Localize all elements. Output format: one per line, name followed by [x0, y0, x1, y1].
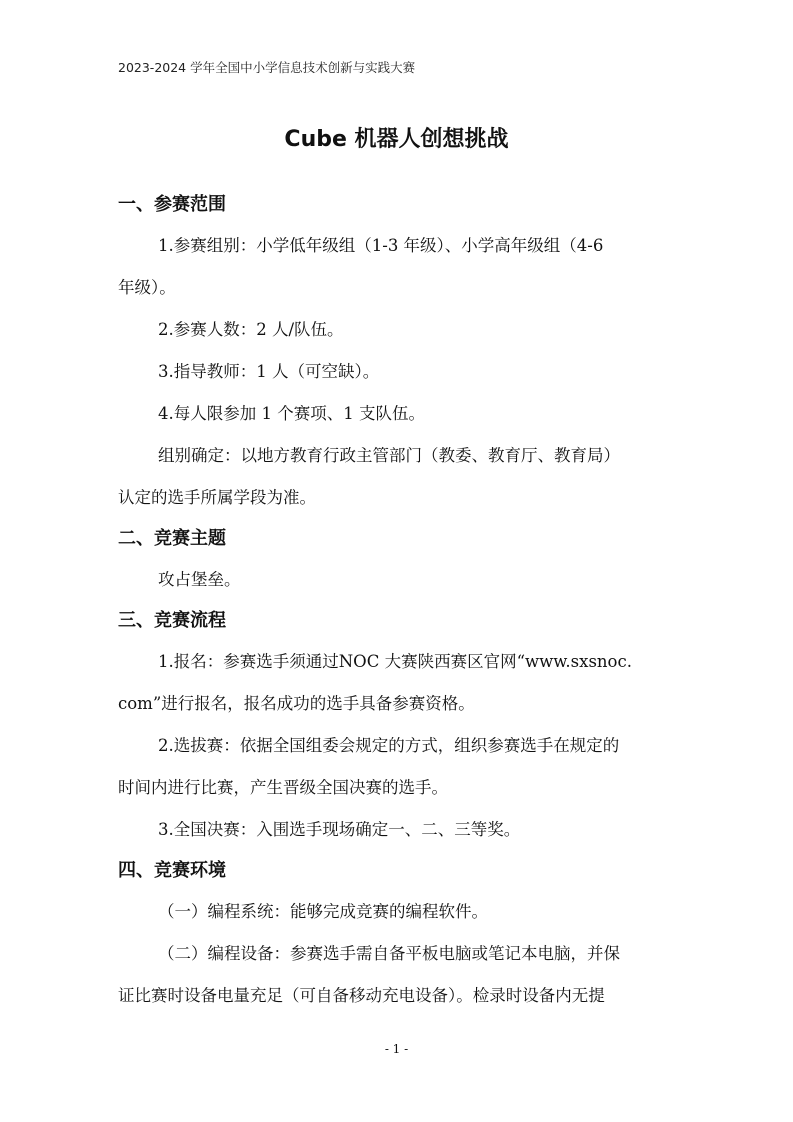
- section-heading-process: 三、竞赛流程: [118, 610, 226, 631]
- page-number: - 1 -: [384, 1042, 409, 1056]
- document-title: Cube 机器人创想挑战: [284, 127, 509, 152]
- paragraph-line: 时间内进行比赛，产生晋级全国决赛的选手。: [118, 778, 448, 797]
- paragraph-line: com”进行报名，报名成功的选手具备参赛资格。: [118, 694, 475, 713]
- paragraph-line: 1.参赛组别：小学低年级组（1-3 年级）、小学高年级组（4-6: [158, 236, 604, 255]
- paragraph-line: 2.选拔赛：依据全国组委会规定的方式，组织参赛选手在规定的: [158, 736, 620, 755]
- paragraph-line: 认定的选手所属学段为准。: [118, 488, 316, 507]
- paragraph-line: 3.全国决赛：入围选手现场确定一、二、三等奖。: [158, 820, 521, 839]
- section-heading-environment: 四、竞赛环境: [118, 860, 226, 881]
- paragraph-line: （二）编程设备：参赛选手需自备平板电脑或笔记本电脑，并保: [158, 944, 620, 963]
- paragraph-line: 攻占堡垒。: [158, 570, 241, 589]
- paragraph-line: 2.参赛人数：2 人/队伍。: [158, 320, 344, 339]
- paragraph-line: 1.报名：参赛选手须通过NOC 大赛陕西赛区官网“www.sxsnoc.: [158, 652, 632, 671]
- paragraph-line: 3.指导教师：1 人（可空缺）。: [158, 362, 380, 381]
- paragraph-line: 组别确定：以地方教育行政主管部门（教委、教育厅、教育局）: [158, 446, 620, 465]
- section-heading-theme: 二、竞赛主题: [118, 528, 226, 549]
- paragraph-line: 证比赛时设备电量充足（可自备移动充电设备）。检录时设备内无提: [118, 986, 605, 1005]
- paragraph-line: （一）编程系统：能够完成竞赛的编程软件。: [158, 902, 488, 921]
- section-heading-scope: 一、参赛范围: [118, 194, 226, 215]
- running-header: 2023-2024 学年全国中小学信息技术创新与实践大赛: [118, 60, 416, 75]
- paragraph-line: 4.每人限参加 1 个赛项、1 支队伍。: [158, 404, 425, 423]
- paragraph-line: 年级）。: [118, 278, 176, 297]
